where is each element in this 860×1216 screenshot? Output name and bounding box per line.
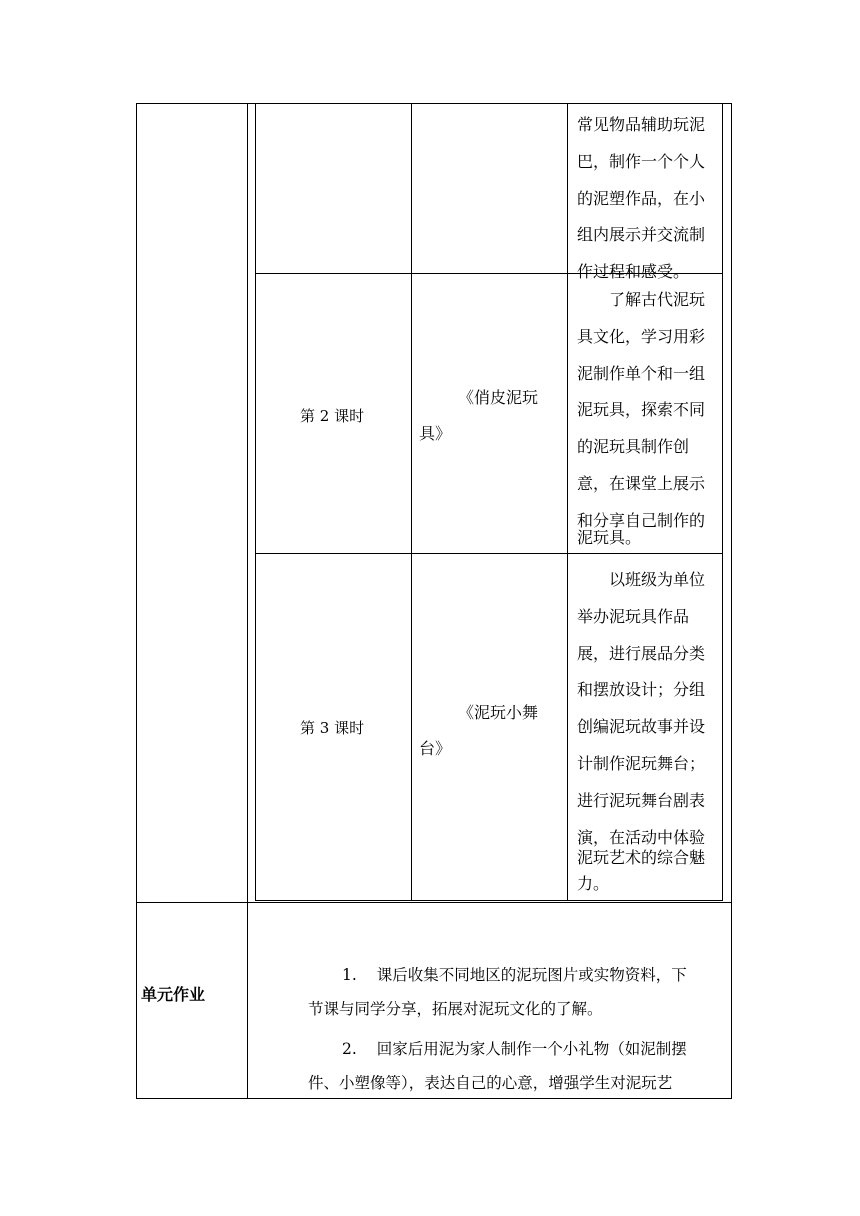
description-line: 演，在活动中体验 [577, 827, 706, 847]
description-line: 泥制作单个和一组 [577, 363, 706, 383]
homework-item-line: 件、小塑像等），表达自己的心意，增强学生对泥玩艺 [308, 1074, 673, 1092]
inner-col-divider-1 [411, 103, 412, 900]
homework-item-text: 回家后用泥为家人制作一个小礼物（如泥制摆 [376, 1040, 687, 1058]
description-line: 进行泥玩舞台剧表 [577, 790, 706, 810]
label-column-divider [247, 103, 248, 1099]
lesson-title-line: 台》 [419, 739, 452, 758]
lesson-title-line: 《俏皮泥玩 [458, 388, 539, 407]
description-line: 常见物品辅助玩泥 [577, 115, 706, 134]
lesson-title-line: 《泥玩小舞 [458, 703, 539, 722]
inner-left-border [255, 103, 256, 900]
description-line: 计制作泥玩舞台； [577, 754, 706, 773]
inner-col-divider-2 [567, 103, 568, 900]
lesson-label: 第 2 课时 [300, 407, 365, 425]
description-line: 意，在课堂上展示 [577, 474, 706, 493]
outer-right-border [731, 103, 732, 1099]
description-line: 和分享自己制作的 [577, 510, 706, 530]
description-line: 展，进行展品分类 [577, 643, 706, 663]
description-line: 的泥塑作品，在小 [577, 188, 706, 208]
description-line: 力。 [577, 874, 610, 893]
description-line: 以班级为单位 [609, 570, 706, 589]
description-line: 了解古代泥玩 [609, 290, 706, 309]
description-line: 作过程和感受。 [577, 262, 690, 282]
homework-item-number: 2. [342, 1040, 357, 1058]
inner-right-border [722, 103, 723, 900]
description-line: 泥玩具。 [577, 527, 642, 547]
inner-bottom-border [255, 900, 723, 901]
homework-item-line [308, 958, 726, 992]
homework-label: 单元作业 [141, 985, 206, 1004]
description-line: 的泥玩具制作创 [577, 437, 690, 457]
outer-top-border [136, 103, 732, 104]
description-line: 举办泥玩具作品 [577, 606, 690, 626]
outer-left-border [136, 103, 137, 1099]
description-line: 和摆放设计；分组 [577, 680, 706, 700]
homework-item-text: 课后收集不同地区的泥玩图片或实物资料，下 [376, 966, 687, 984]
homework-item-line [308, 1032, 726, 1066]
lesson-label: 第 3 课时 [300, 719, 365, 737]
homework-item-number: 1. [342, 966, 357, 984]
description-line: 组内展示并交流制 [577, 225, 706, 245]
lesson-title-line: 具》 [419, 424, 452, 443]
description-line: 泥玩艺术的综合魅 [577, 848, 706, 868]
description-line: 具文化，学习用彩 [577, 326, 706, 346]
description-line: 泥玩具，探索不同 [577, 400, 706, 420]
description-line: 创编泥玩故事并设 [577, 717, 706, 737]
homework-item-line: 节课与同学分享，拓展对泥玩文化的了解。 [308, 1000, 603, 1018]
inner-row-divider-2 [255, 553, 723, 554]
row-divider-homework [136, 902, 732, 903]
description-line: 巴，制作一个个人 [577, 151, 706, 171]
